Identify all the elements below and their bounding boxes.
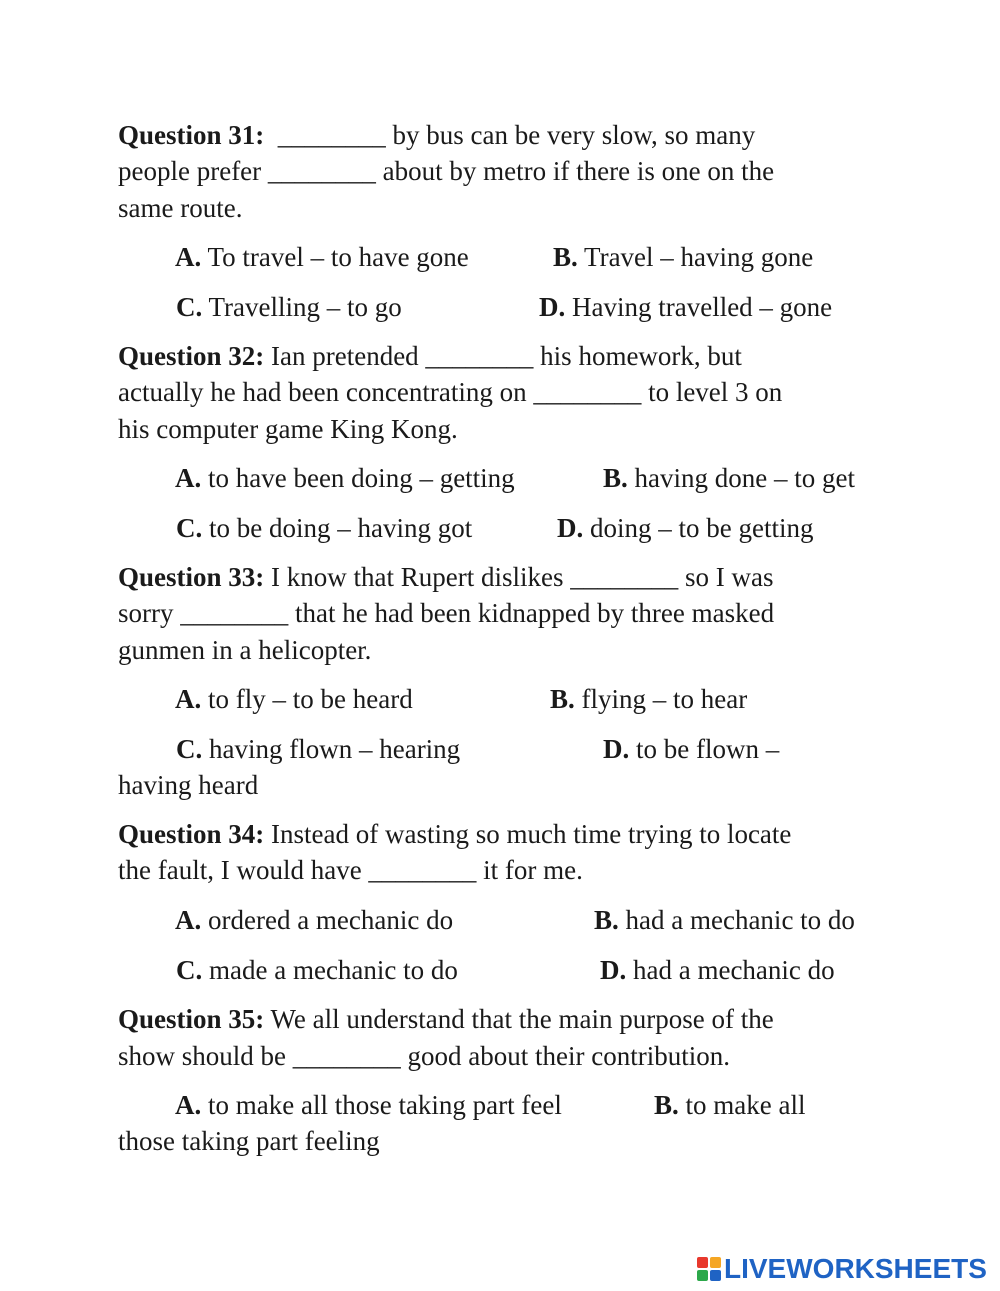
option-d[interactable]: D. had a mechanic do [600, 955, 835, 985]
option-d[interactable]: D. to be flown – [603, 734, 780, 764]
option-c[interactable]: C. having flown – hearing [176, 734, 461, 764]
liveworksheets-logo [697, 1252, 987, 1286]
option-a[interactable]: A. to fly – to be heard [175, 684, 413, 714]
question-31-stem: Question 31: ________ by bus can be very slow, so many [118, 120, 756, 150]
option-b[interactable]: B. having done – to get [603, 463, 855, 493]
option-d[interactable]: D. Having travelled – gone [539, 292, 833, 322]
option-c[interactable]: C. Travelling – to go [176, 292, 402, 322]
question-35-line-2: show should be ________ good about their contribution. [118, 1041, 730, 1071]
question-34-stem: Question 34: Instead of wasting so much time trying to locate [118, 819, 792, 849]
logo-square-orange [710, 1257, 721, 1268]
option-b[interactable]: B. had a mechanic to do [594, 905, 855, 935]
question-32-line-2: actually he had been concentrating on ________ to level 3 on [118, 377, 783, 407]
question-33-stem: Question 33: I know that Rupert dislikes ________ so I was [118, 562, 774, 592]
question-32-line-3: his computer game King Kong. [118, 414, 458, 444]
logo-icon [697, 1257, 721, 1281]
option-b[interactable]: B. flying – to hear [550, 684, 748, 714]
option-a[interactable]: A. to have been doing – getting [175, 463, 515, 493]
question-label: Question 33: [118, 562, 265, 592]
logo-square-red [697, 1257, 708, 1268]
question-31-line-2: people prefer ________ about by metro if there is one on the [118, 156, 775, 186]
question-33-line-2: sorry ________ that he had been kidnapped by three masked [118, 598, 775, 628]
question-label: Question 31: [118, 120, 265, 150]
option-a[interactable]: A. to make all those taking part feel [175, 1090, 562, 1120]
question-35-stem: Question 35: We all understand that the main purpose of the [118, 1004, 774, 1034]
option-d[interactable]: D. doing – to be getting [557, 513, 814, 543]
option-c[interactable]: C. made a mechanic to do [176, 955, 458, 985]
question-34-line-2: the fault, I would have ________ it for me. [118, 855, 583, 885]
question-label: Question 32: [118, 341, 265, 371]
question-label: Question 35: [118, 1004, 265, 1034]
question-33-line-3: gunmen in a helicopter. [118, 635, 372, 665]
option-a[interactable]: A. ordered a mechanic do [175, 905, 454, 935]
question-32-stem: Question 32: Ian pretended ________ his homework, but [118, 341, 742, 371]
question-label: Question 34: [118, 819, 265, 849]
question-31-line-3: same route. [118, 193, 243, 223]
logo-square-green [697, 1270, 708, 1281]
logo-square-blue [710, 1270, 721, 1281]
option-b-continued: those taking part feeling [118, 1126, 380, 1156]
option-c[interactable]: C. to be doing – having got [176, 513, 473, 543]
option-d-continued: having heard [118, 770, 259, 800]
option-b[interactable]: B. Travel – having gone [553, 242, 814, 272]
option-b[interactable]: B. to make all [654, 1090, 806, 1120]
brand-name: LIVEWORKSHEETS [724, 1253, 987, 1284]
option-a[interactable]: A. To travel – to have gone [175, 242, 469, 272]
